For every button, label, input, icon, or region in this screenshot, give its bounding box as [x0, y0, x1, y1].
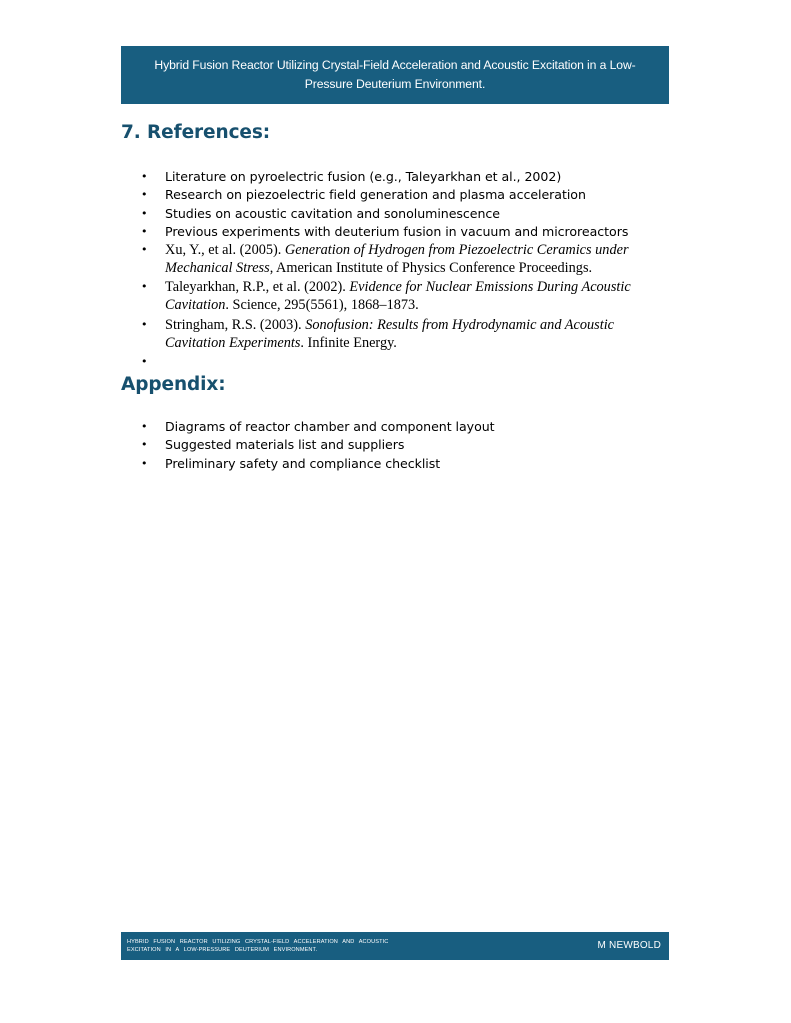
reference-text: Previous experiments with deuterium fusion in vacuum and microreactors	[165, 223, 629, 239]
appendix-text: Preliminary safety and compliance checklist	[165, 455, 441, 471]
citation-authors: Xu, Y., et al. (2005).	[165, 242, 285, 259]
list-item	[121, 186, 669, 203]
empty-list-item	[121, 353, 669, 370]
list-item	[121, 205, 669, 222]
citation-text	[165, 317, 614, 351]
citation-item	[121, 278, 669, 314]
appendix-text: Suggested materials list and suppliers	[165, 437, 405, 453]
bullet-icon: •	[141, 224, 148, 238]
bullet-icon: •	[141, 456, 148, 470]
footer-author: M NEWBOLD	[597, 940, 661, 951]
bullet-icon: •	[141, 206, 148, 220]
bullet-icon: •	[141, 438, 148, 452]
bullet-icon: •	[141, 317, 148, 331]
appendix-list	[121, 418, 669, 473]
citation-item	[121, 316, 669, 352]
citation-authors: Stringham, R.S. (2003).	[165, 316, 306, 333]
citation-source: , American Institute of Physics Conference Proceedings.	[269, 260, 593, 277]
reference-text: Studies on acoustic cavitation and sonoluminescence	[165, 205, 501, 221]
footer-title: HYBRID FUSION REACTOR UTILIZING CRYSTAL-FIELD ACCELERATION AND ACOUSTIC EXCITATION IN A LOW-PRESSURE DEUTERIUM ENVIRONMENT.	[127, 939, 389, 953]
bullet-icon: •	[141, 280, 148, 294]
bullet-icon: •	[141, 243, 148, 257]
citation-title: Sonofusion: Results from Hydrodynamic and Acoustic Cavitation Experiments	[165, 316, 615, 351]
reference-text: Literature on pyroelectric fusion (e.g., Taleyarkhan et al., 2002)	[165, 169, 562, 184]
bullet-icon: •	[141, 188, 148, 202]
header-title: Hybrid Fusion Reactor Utilizing Crystal-Field Acceleration and Acoustic Excitation in a Low-Pressure Deuterium Environment.	[154, 58, 636, 91]
appendix-text: Diagrams of reactor chamber and component layout	[165, 419, 495, 434]
bullet-icon: •	[141, 355, 148, 369]
citation-text	[165, 279, 631, 313]
reference-text: Research on piezoelectric field generation and plasma acceleration	[165, 187, 586, 203]
list-item	[121, 223, 669, 240]
appendix-heading: Appendix:	[121, 374, 226, 395]
list-item	[121, 436, 669, 453]
list-item	[121, 168, 669, 185]
citation-title: Evidence for Nuclear Emissions During Acoustic Cavitation	[165, 279, 631, 314]
list-item	[121, 455, 669, 472]
references-list	[121, 168, 669, 371]
citation-text	[165, 242, 629, 276]
citation-source: . Infinite Energy.	[300, 334, 397, 351]
page-footer	[121, 932, 669, 960]
page-header	[121, 46, 669, 104]
bullet-icon: •	[141, 420, 148, 433]
citation-source: . Science, 295(5561), 1868–1873.	[225, 297, 419, 314]
citation-title: Generation of Hydrogen from Piezoelectric Ceramics under Mechanical Stress	[165, 242, 629, 277]
list-item	[121, 418, 669, 435]
citation-item	[121, 241, 669, 277]
bullet-icon: •	[141, 170, 148, 183]
references-heading: 7. References:	[121, 122, 271, 143]
citation-authors: Taleyarkhan, R.P., et al. (2002).	[165, 279, 350, 296]
